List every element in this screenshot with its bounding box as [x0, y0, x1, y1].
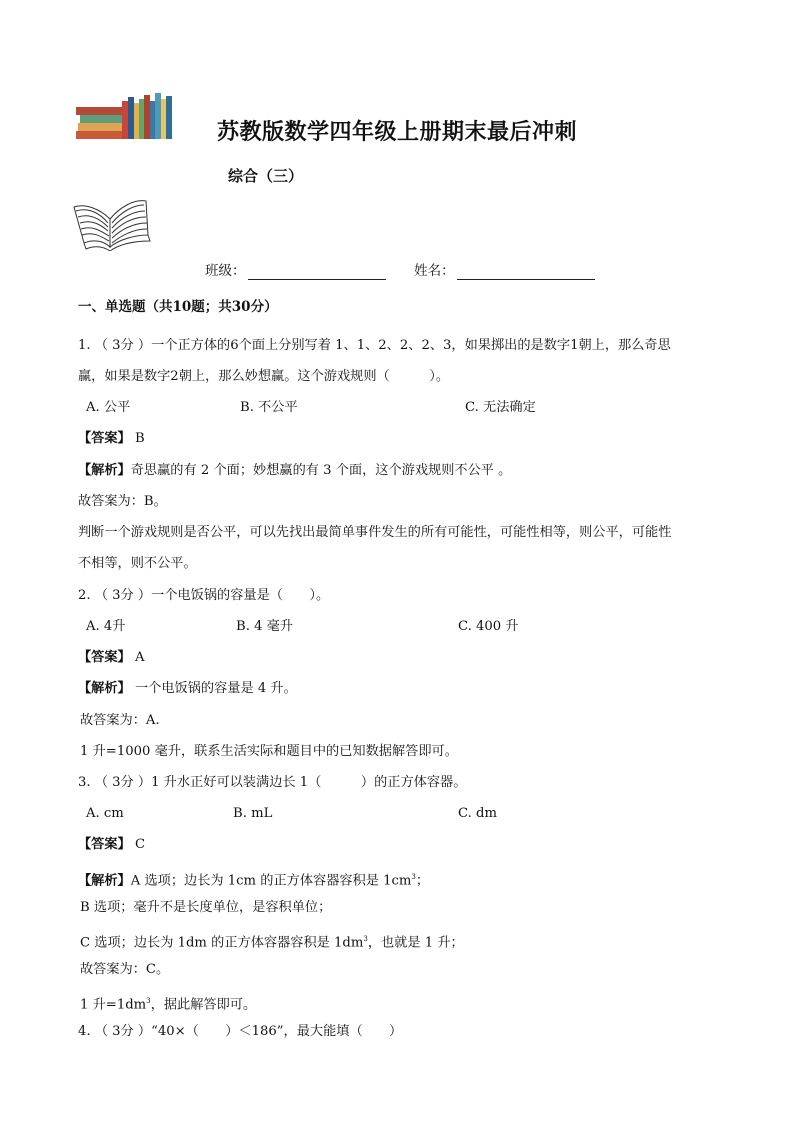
q1-option-a[interactable]: A. 公平: [86, 400, 131, 415]
answer-label: 【答案】: [78, 431, 131, 446]
class-label: 班级：: [205, 263, 246, 279]
q3-analysis-c: [80, 930, 464, 952]
q3-option-b[interactable]: B. mL: [233, 806, 273, 821]
q3-option-c[interactable]: C. dm: [458, 806, 497, 821]
q1-option-b[interactable]: B. 不公平: [240, 400, 298, 415]
cube-superscript: 3: [363, 935, 368, 943]
q3-answer: [78, 836, 145, 854]
q1-explanation: 判断一个游戏规则是否公平，可以先找出最简单事件发生的所有可能性，可能性相等，则公平，可能性: [78, 525, 672, 540]
q3-explanation: [80, 992, 256, 1014]
cube-superscript: 3: [411, 873, 416, 881]
analysis-text: 奇思赢的有 2 个面；妙想赢的有 3 个面，这个游戏规则不公平 。: [130, 463, 512, 478]
q2-stem: 2. （ 3分 ）一个电饭锅的容量是（ ）。: [78, 588, 330, 603]
q1-stem-cont: 赢，如果是数字2朝上，那么妙想赢。这个游戏规则（ ）。: [78, 369, 450, 384]
class-input-line[interactable]: [248, 265, 386, 280]
analysis-text: A 选项；边长为 1cm 的正方体容器容积是 1cm: [130, 873, 412, 889]
name-label: 姓名：: [414, 263, 455, 279]
answer-label: 【答案】: [78, 837, 131, 852]
explanation-text: 1 升=1dm: [80, 997, 147, 1013]
q2-conclusion: 故答案为：A.: [80, 713, 160, 728]
analysis-semicolon: ；: [415, 873, 430, 889]
q4-stem: 4. （ 3分 ）“40×（ ）＜186”，最大能填（ ）: [78, 1024, 403, 1039]
name-input-line[interactable]: [457, 265, 595, 280]
q1-option-c[interactable]: C. 无法确定: [465, 400, 536, 415]
analysis-text: C 选项；边长为 1dm 的正方体容器容积是 1dm: [80, 935, 364, 951]
q3-conclusion: 故答案为：C。: [80, 962, 170, 977]
q3-analysis: [78, 868, 429, 890]
q2-option-c[interactable]: C. 400 升: [458, 619, 519, 634]
answer-label: 【答案】: [78, 650, 131, 665]
q2-explanation: 1 升=1000 毫升，联系生活实际和题目中的已知数据解答即可。: [80, 744, 458, 759]
q1-answer: [78, 430, 145, 448]
q2-option-a[interactable]: A. 4升: [86, 619, 126, 634]
q1-explanation-cont: 不相等，则不公平。: [78, 556, 197, 571]
document-title: 苏教版数学四年级上册期末最后冲刺: [217, 119, 578, 145]
answer-value: C: [134, 837, 146, 852]
q3-stem: 3. （ 3分 ）1 升水正好可以装满边长 1（ ）的正方体容器。: [78, 775, 467, 790]
q1-analysis: [78, 462, 511, 480]
explanation-text-cont: ，据此解答即可。: [150, 997, 257, 1013]
answer-value: A: [134, 650, 145, 665]
analysis-label: 【解析】: [78, 873, 131, 889]
analysis-text: 一个电饭锅的容量是 4 升。: [130, 681, 297, 696]
cube-superscript: 3: [146, 997, 151, 1005]
q2-option-b[interactable]: B. 4 毫升: [236, 619, 294, 634]
q1-conclusion: 故答案为：B。: [78, 494, 167, 509]
answer-value: B: [134, 431, 145, 446]
student-info-row: [205, 262, 595, 280]
open-book-icon: [70, 193, 152, 251]
books-stack-icon: [76, 93, 174, 141]
q2-answer: [78, 649, 144, 667]
q3-option-a[interactable]: A. cm: [86, 806, 124, 821]
analysis-label: 【解析】: [78, 463, 131, 478]
section-title: 一、单选题（共10题；共30分）: [78, 299, 278, 315]
q3-analysis-b: B 选项；毫升不是长度单位，是容积单位；: [80, 900, 332, 915]
document-subtitle: 综合（三）: [228, 167, 304, 185]
q2-analysis: [78, 680, 297, 698]
analysis-text-cont: ，也就是 1 升；: [367, 935, 464, 951]
analysis-label: 【解析】: [78, 681, 131, 696]
q1-stem: 1. （ 3分 ）一个正方体的6个面上分别写着 1、1、2、2、2、3，如果掷出的是数字1朝上，那么奇思: [78, 338, 671, 353]
